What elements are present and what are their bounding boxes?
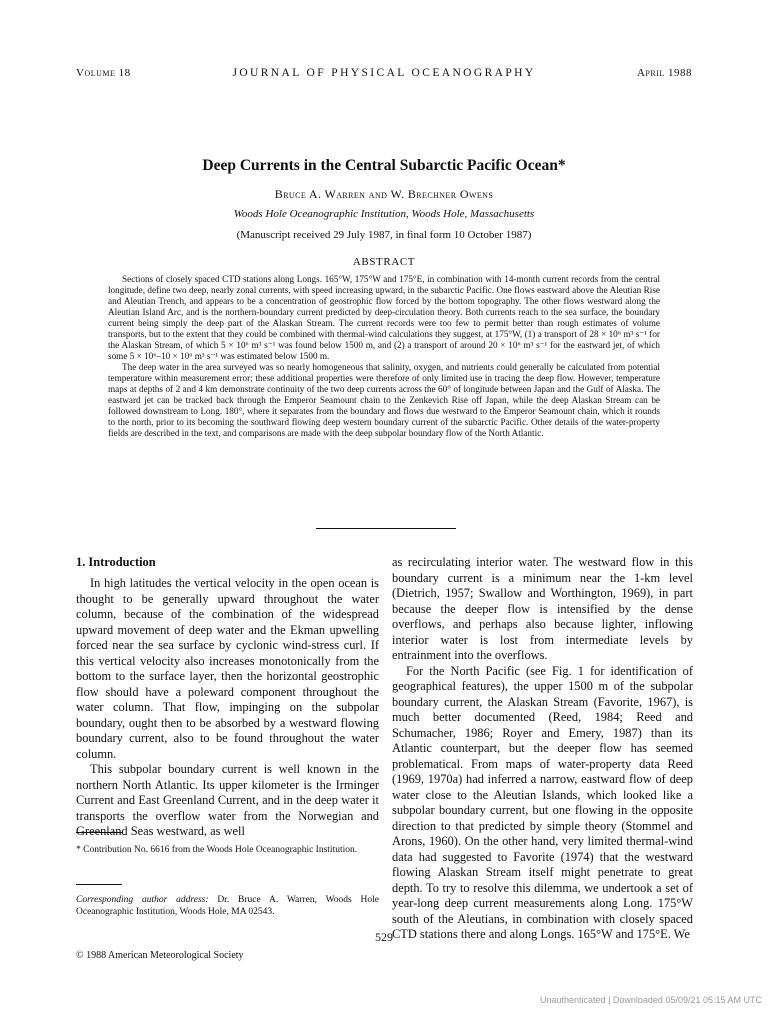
copyright-notice: © 1988 American Meteorological Society: [76, 950, 244, 961]
abstract-heading: ABSTRACT: [352, 256, 416, 268]
section-heading-introduction: 1. Introduction: [76, 555, 156, 569]
footnote-corresponding: [76, 895, 379, 918]
abstract-paragraph: The deep water in the area surveyed was so nearly homogeneous that salinity, oxygen, and nutrients could generally be calculated from potential temperature within measurement error; these additional properties were therefore of only limited use in tracing the deep flow. However, temperature maps at depths of 2 and 4 km demonstrate continuity of the two deep currents across the 60° of longitude between Japan and the Gulf of Alaska. The eastward jet can be tracked back through the Emperor Seamount chain to the Zenkevich Rise off Japan, while the deep Alaskan Stream can be followed downstream to Long. 180°, where it separates from the boundary and flows due westward to the Emperor Seamount chain, which it rounds to the north, prior to its becoming the southward flowing deep western boundary current of the subarctic Pacific. Other details of the water-property fields are described in the text, and comparisons are made with the deep subpolar boundary flow of the North Atlantic.: [108, 362, 660, 438]
body-column-right: [392, 555, 693, 943]
article-authors: Bruce A. Warren and W. Brechner Owens: [274, 187, 494, 201]
running-header-journal: JOURNAL OF PHYSICAL OCEANOGRAPHY: [232, 67, 536, 79]
body-column-left: [76, 576, 379, 840]
body-paragraph: as recirculating interior water. The westward flow in this boundary current is a minimum near the 1-km level (Dietrich, 1957; Swallow and Worthington, 1969), in part because the deeper flow is intensified by the dense overflows, and perhaps also because lighter, inflowing interior water is lost from intermediate levels by entrainment into the overflows.: [392, 555, 693, 662]
running-header-volume: Volume 18: [76, 67, 131, 79]
running-header-date: April 1988: [636, 67, 692, 79]
body-paragraph: For the North Pacific (see Fig. 1 for identification of geographical features), the upper 1500 m of the subpolar boundary current, the Alaskan Stream (Favorite, 1967), is much better documented (Reed, 1984; Reed and Schumacher, 1986; Royer and Emery, 1987) than its Atlantic counterpart, but the deeper flow has seemed problematical. From maps of water-property data Reed (1969, 1970a) had inferred a narrow, eastward flow of deep water close to the Aleutian Islands, which looked like a subpolar boundary current, but one flowing in the opposite direction to that predicted by simple theory (Stommel and Arons, 1960). On the other hand, very limited thermal-wind data had suggested to Favorite (1974) that the westward flowing Alaskan Stream itself might penetrate to great depth. To try to resolve this dilemma, we undertook a set of year-long deep current measurements along Long. 175°W south of the Aleutians, in combination with closely spaced CTD stations there and along Longs. 165°W and 175°E. We: [392, 663, 693, 941]
article-affiliation: Woods Hole Oceanographic Institution, Woods Hole, Massachusetts: [233, 208, 535, 220]
abstract-paragraph: Sections of closely spaced CTD stations along Longs. 165°W, 175°W and 175°E, in combination with 14-month current records from the central longitude, define two deep, nearly zonal currents, with speed increasing upward, in the subarctic Pacific. One flows eastward above the Aleutian Rise and Aleutian Trench, and appears to be a concentration of geostrophic flow forced by the bottom topography. The other flows westward along the Aleutian Island Arc, and is the northern-boundary current predicted by deep-circulation theory. Both currents reach to the sea surface, the boundary current being simply the deep part of the Alaskan Stream. The current records were too few to permit better than rough estimates of volume transports, but to the extent that they could be combined with thermal-wind calculations they suggest, at 175°W, (1) a transport of 28 × 10⁶ m³ s⁻¹ for the Alaskan Stream, of which 5 × 10⁶ m³ s⁻¹ was found below 1500 m, and (2) a transport of around 20 × 10⁶ m³ s⁻¹ for the eastward jet, of which some 5 × 10⁶–10 × 10⁶ m³ s⁻¹ was estimated below 1500 m.: [108, 274, 660, 361]
body-paragraph: In high latitudes the vertical velocity in the open ocean is thought to be generally upward throughout the water column, because of the combination of the widespread upward movement of deep water and the Ekman upwelling forced near the sea surface by cyclonic wind-stress curl. If this vertical velocity also increases monotonically from the bottom to the surface layer, then the horizontal geostrophic flow should have a poleward component throughout the water column. That flow, impinging on the subpolar boundary, ought then to be absorbed by a westward flowing boundary current, also to be found throughout the water column.: [76, 576, 379, 761]
corresponding-text: Dr. Bruce A. Warren, Woods Hole Oceanographic Institution, Woods Hole, MA 02543.: [76, 895, 380, 917]
article-title: Deep Currents in the Central Subarctic Pacific Ocean*: [202, 157, 566, 174]
footnote-contribution: * Contribution No. 6616 from the Woods Hole Oceanographic Institution.: [76, 845, 358, 855]
section-separator-rule: [316, 528, 456, 529]
footnote-rule: [76, 884, 122, 885]
manuscript-received: (Manuscript received 29 July 1987, in final form 10 October 1987): [236, 229, 532, 241]
body-paragraph: This subpolar boundary current is well known in the northern North Atlantic. Its upper kilometer is the Irminger Current and East Greenland Current, and in the deep water it transports the overflow water from the Norwegian and Greenland Seas westward, as well: [76, 762, 379, 838]
download-watermark: Unauthenticated | Downloaded 05/09/21 05:15 AM UTC: [540, 995, 762, 1005]
abstract-body: [108, 274, 660, 439]
page-number: 529: [375, 930, 393, 944]
footnote-rule: [76, 832, 122, 833]
corresponding-label: Corresponding author address:: [76, 895, 209, 905]
